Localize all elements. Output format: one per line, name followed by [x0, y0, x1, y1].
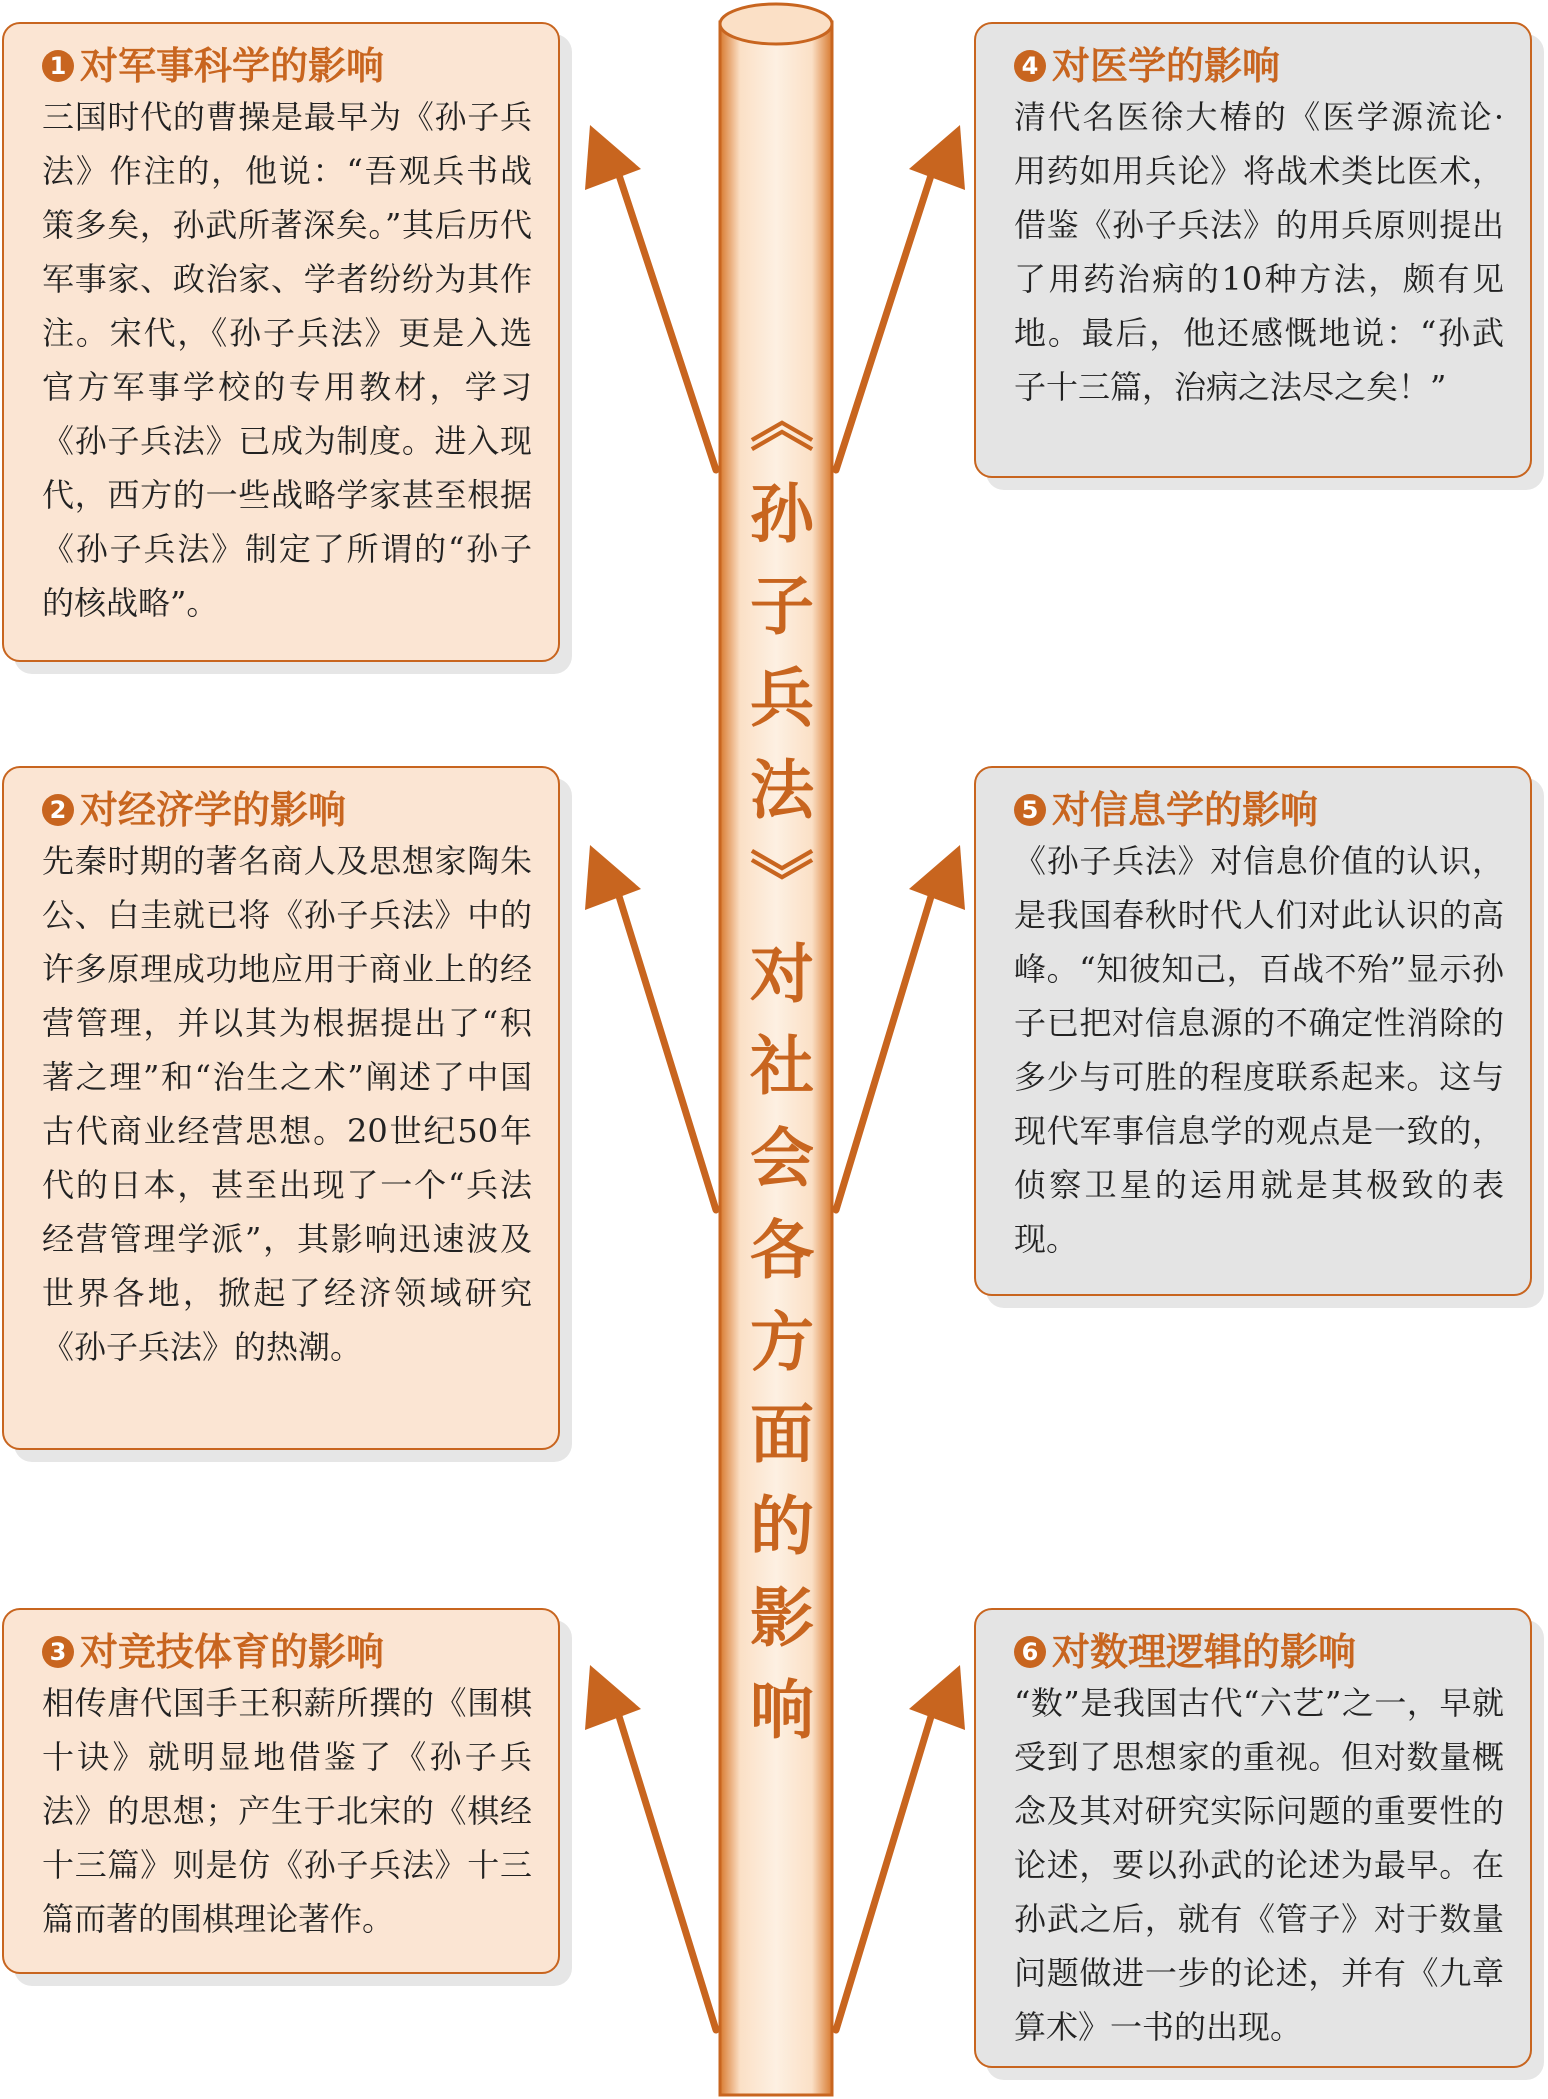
- card-title: [1014, 42, 1504, 90]
- arrowhead-2: [585, 845, 641, 910]
- card-body: 先秦时期的著名商人及思想家陶朱公、白圭就已将《孙子兵法》中的许多原理成功地应用于商业上的经营管理，并以其为根据提出了“积著之理”和“治生之术”阐述了中国古代商业经营思想。20世纪50年代的日本，甚至出现了一个“兵法经营管理学派”，其影响迅速波及世界各地，掀起了经济领域研究《孙子兵法》的热潮。: [42, 842, 532, 1366]
- arrowhead-1: [585, 125, 641, 190]
- arrow-5: [836, 880, 936, 1210]
- card-title-text: 对信息学的影响: [1052, 788, 1319, 832]
- card-title: [42, 42, 532, 90]
- card-title: [42, 786, 532, 834]
- card-title: [1014, 1628, 1504, 1676]
- card-mathematical-logic: [974, 1608, 1532, 2068]
- arrowhead-4: [909, 125, 965, 190]
- card-body: “数”是我国古代“六艺”之一，早就受到了思想家的重视。但对数量概念及其对研究实际问题的重要性的论述，要以孙武的论述为最早。在孙武之后，就有《管子》对于数量问题做进一步的论述，并有《九章算术》一书的出现。: [1014, 1684, 1504, 2046]
- arrow-3: [614, 1700, 716, 2030]
- card-title: [42, 1628, 532, 1676]
- card-title-text: 对经济学的影响: [80, 788, 347, 832]
- number-badge: 5: [1014, 794, 1046, 826]
- card-body: 《孙子兵法》对信息价值的认识，是我国春秋时代人们对此认识的高峰。“知彼知己，百战不殆”显示孙子已把对信息源的不确定性消除的多少与可胜的程度联系起来。这与现代军事信息学的观点是一致的，侦察卫星的运用就是其极致的表现。: [1014, 842, 1504, 1258]
- card-body: 清代名医徐大椿的《医学源流论·用药如用兵论》将战术类比医术，借鉴《孙子兵法》的用兵原则提出了用药治病的10种方法，颇有见地。最后，他还感慨地说：“孙武子十三篇，治病之法尽之矣！”: [1014, 98, 1504, 406]
- card-title: [1014, 786, 1504, 834]
- number-badge: 2: [42, 794, 74, 826]
- arrow-4: [836, 160, 936, 470]
- arrowhead-6: [909, 1665, 965, 1730]
- card-title-text: 对医学的影响: [1052, 44, 1281, 88]
- card-body: 三国时代的曹操是最早为《孙子兵法》作注的，他说：“吾观兵书战策多矣，孙武所著深矣。”其后历代军事家、政治家、学者纷纷为其作注。宋代，《孙子兵法》更是入选官方军事学校的专用教材，学习《孙子兵法》已成为制度。进入现代，西方的一些战略学家甚至根据《孙子兵法》制定了所谓的“孙子的核战略”。: [42, 98, 532, 622]
- card-information-science: [974, 766, 1532, 1296]
- card-title-text: 对数理逻辑的影响: [1052, 1630, 1357, 1674]
- card-military-science: [2, 22, 560, 662]
- number-badge: 1: [42, 50, 74, 82]
- arrowhead-5: [909, 845, 965, 910]
- card-economics: [2, 766, 560, 1450]
- card-medicine: [974, 22, 1532, 478]
- card-competitive-sports: [2, 1608, 560, 1974]
- arrow-2: [614, 880, 716, 1210]
- arrowhead-3: [585, 1665, 641, 1730]
- card-body: 相传唐代国手王积薪所撰的《围棋十诀》就明显地借鉴了《孙子兵法》的思想；产生于北宋的《棋经十三篇》则是仿《孙子兵法》十三篇而著的围棋理论著作。: [42, 1684, 532, 1938]
- number-badge: 4: [1014, 50, 1046, 82]
- arrow-6: [836, 1700, 936, 2030]
- arrow-1: [614, 160, 716, 470]
- card-title-text: 对军事科学的影响: [80, 44, 385, 88]
- card-title-text: 对竞技体育的影响: [80, 1630, 385, 1674]
- number-badge: 6: [1014, 1636, 1046, 1668]
- number-badge: 3: [42, 1636, 74, 1668]
- pillar-title: 《孙子兵法》对社会各方面的影响: [739, 388, 813, 1768]
